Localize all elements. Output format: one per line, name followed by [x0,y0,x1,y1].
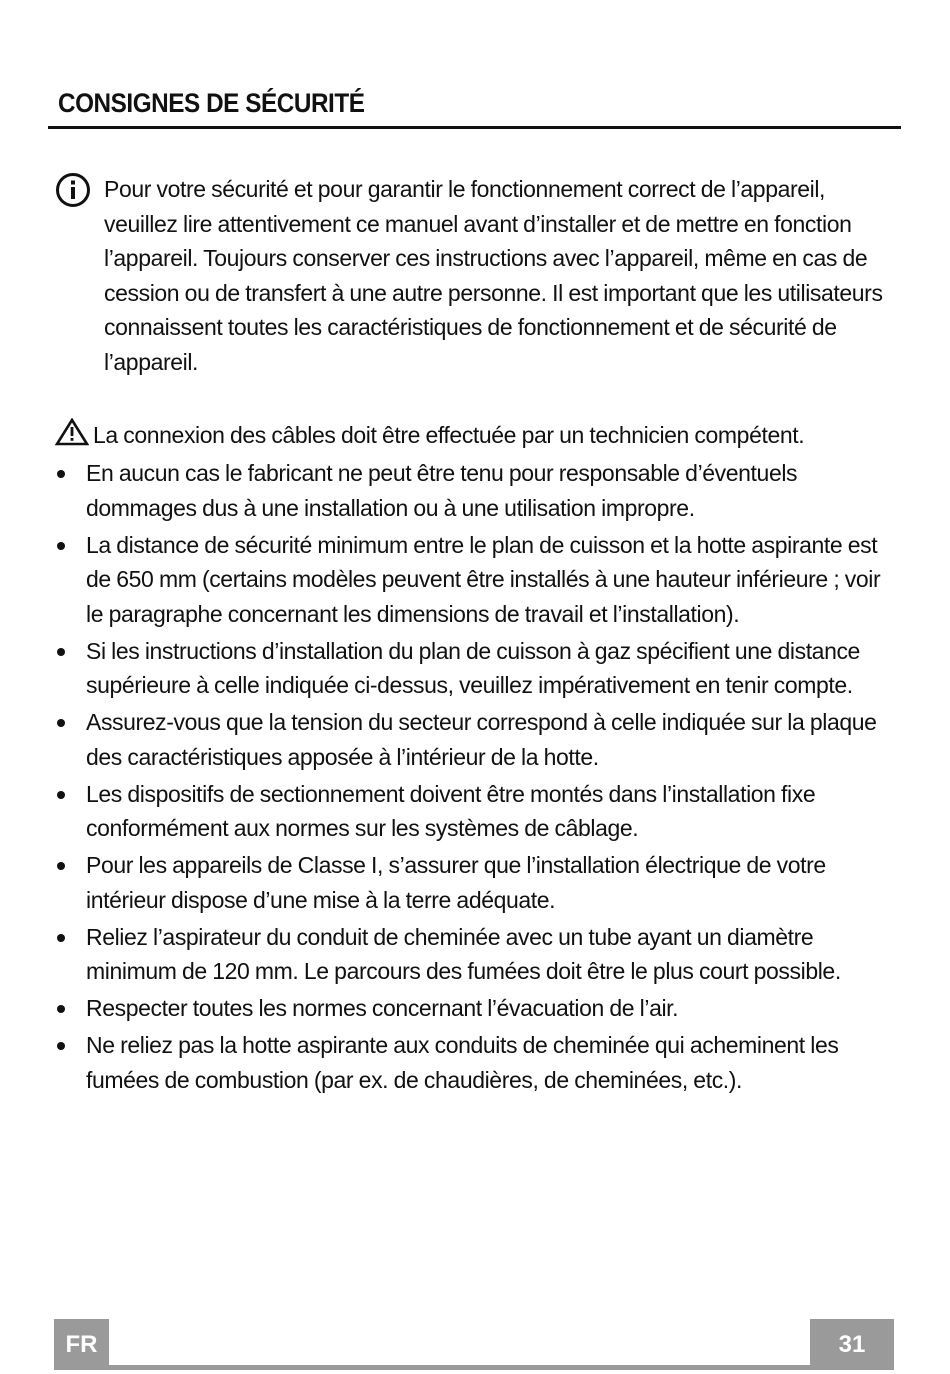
footer-page-number: 31 [810,1319,894,1370]
list-item: Pour les appareils de Classe I, s’assurer que l’installation électrique de votre intérieur dispose d’une mise à la terre adéquate. [55,848,885,917]
title-divider [48,126,901,129]
bullet-icon [57,648,65,656]
bullet-icon [57,719,65,727]
safety-list [55,456,885,1100]
list-item: La distance de sécurité minimum entre le plan de cuisson et la hotte aspirante est de 650 mm (certains modèles peuvent être installés à une hauteur inférieure ; voir le paragraphe concernant les dimensions de travail et l’installation). [55,528,885,632]
info-text: Pour votre sécurité et pour garantir le fonctionnement correct de l’appareil, veuillez lire attentivement ce manuel avant d’installer et de mettre en fonction l’appareil. Toujours conserver ces instructions avec l’appareil, même en cas de cession ou de transfert à une autre personne. Il est important que les utilisateurs connaissent toutes les caractéristiques de fonctionnement et de sécurité de l’appareil. [104,176,883,375]
bullet-icon [57,470,65,478]
warning-notice [55,418,905,453]
bullet-icon [57,542,65,550]
bullet-icon [57,934,65,942]
list-item: Assurez-vous que la tension du secteur correspond à celle indiquée sur la plaque des caractéristiques apposée à l’intérieur de la hotte. [55,705,885,774]
bullet-icon [57,791,65,799]
info-icon [55,172,91,208]
footer-bar [54,1365,894,1370]
info-notice [55,172,895,379]
warning-text: La connexion des câbles doit être effectuée par un technicien compétent. [93,422,805,448]
footer-language-badge: FR [54,1319,109,1370]
list-item: Reliez l’aspirateur du conduit de cheminée avec un tube ayant un diamètre minimum de 120 mm. Le parcours des fumées doit être le plus court possible. [55,920,885,989]
bullet-icon [57,1005,65,1013]
page-title: CONSIGNES DE SÉCURITÉ [58,88,365,118]
bullet-icon [57,862,65,870]
list-item: Respecter toutes les normes concernant l’évacuation de l’air. [55,991,885,1026]
list-item: En aucun cas le fabricant ne peut être tenu pour responsable d’éventuels dommages dus à une installation ou à une utilisation impropre. [55,456,885,525]
warning-triangle-icon [55,418,89,446]
bullet-icon [57,1042,65,1050]
list-item: Les dispositifs de sectionnement doivent être montés dans l’installation fixe conformément aux normes sur les systèmes de câblage. [55,777,885,846]
list-item: Si les instructions d’installation du plan de cuisson à gaz spécifient une distance supérieure à celle indiquée ci-dessus, veuillez impérativement en tenir compte. [55,634,885,703]
list-item: Ne reliez pas la hotte aspirante aux conduits de cheminée qui acheminent les fumées de combustion (par ex. de chaudières, de cheminées, etc.). [55,1028,885,1097]
